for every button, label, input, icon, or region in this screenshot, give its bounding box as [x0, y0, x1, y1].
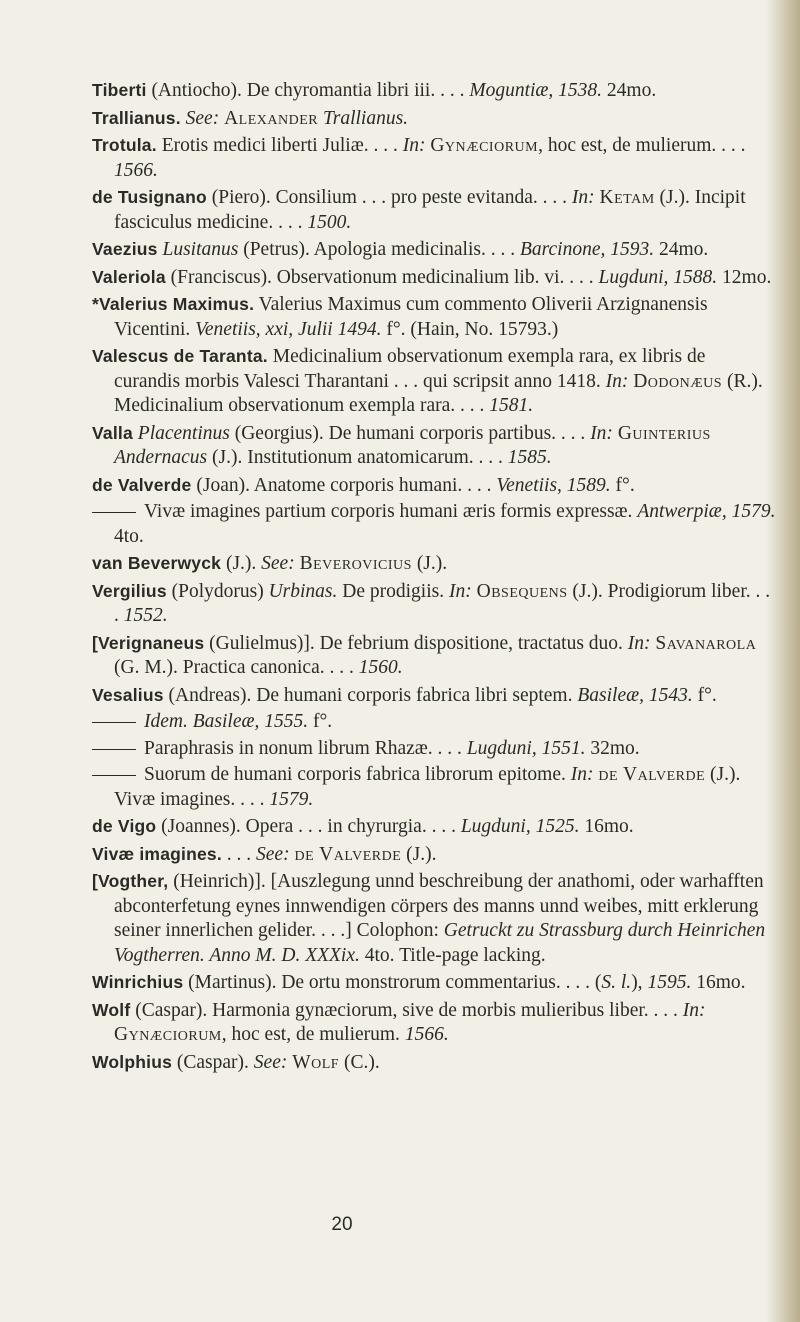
entry-heading: Valla: [92, 422, 133, 443]
entry-text: (J.).: [221, 553, 262, 574]
entry-heading: de Vigo: [92, 816, 157, 836]
catalogue-subentry: [92, 763, 776, 812]
entry-text: 4to.: [114, 525, 144, 547]
catalogue-entry: [92, 344, 776, 419]
entry-italic: In:: [605, 370, 629, 392]
entry-smallcaps: de Valverde: [294, 843, 402, 865]
entry-text: (J.). Vivæ imagines. . . .: [114, 764, 741, 810]
catalogue-entry: [92, 237, 776, 263]
entry-heading: Trallianus.: [92, 107, 181, 128]
catalogue-entry: [92, 292, 776, 342]
entry-italic: 1500.: [307, 211, 352, 233]
ditto-dash: [92, 512, 136, 513]
entry-heading: Vesalius: [92, 684, 164, 705]
entry-heading: Tiberti: [92, 80, 147, 100]
entry-heading: Trotula.: [92, 135, 157, 155]
entry-italic: Moguntiæ, 1538.: [469, 80, 603, 101]
entry-text: Vivæ imagines partium corporis humani æris formis expressæ.: [144, 501, 638, 522]
catalogue-entry: [92, 421, 776, 471]
entry-italic: Urbinas.: [268, 580, 338, 602]
catalogue-entry: [92, 78, 776, 104]
catalogue-entry: [92, 106, 776, 132]
entry-text: , hoc est, de mulierum.: [221, 1024, 405, 1045]
entry-text: (J.). Institutionum anatomicarum. . . .: [207, 447, 508, 468]
entry-text: (Martinus). De ortu monstrorum commentarius. . . . (: [183, 972, 602, 993]
entry-italic: Idem. Basileæ, 1555.: [144, 711, 309, 732]
entry-text: (R.). Medicinalium observationum exempla rara. . . .: [114, 370, 763, 416]
entry-italic: Lugduni, 1551.: [466, 737, 586, 759]
entry-text: , hoc est, de mulierum. . . .: [538, 135, 746, 156]
entry-text: ),: [631, 972, 648, 993]
entry-italic: In:: [402, 135, 426, 156]
entry-heading: de Valverde: [92, 474, 192, 495]
entry-smallcaps: de Valverde: [598, 764, 706, 785]
ditto-dash: [92, 749, 136, 750]
entry-italic: Getruckt zu Strassburg durch Heinrichen Vogtherren. Anno M. D. XXXix.: [114, 920, 766, 966]
entry-heading: Valeriola: [92, 266, 166, 287]
entry-italic: Placentinus: [137, 422, 230, 444]
entry-text: (J.).: [401, 843, 437, 865]
entry-italic: Antwerpiæ, 1579.: [637, 501, 776, 522]
catalogue-entry: [92, 869, 776, 968]
entry-italic: 1566.: [114, 159, 158, 181]
entry-italic: In:: [682, 999, 706, 1021]
entry-text: 16mo.: [579, 816, 634, 837]
entry-heading: Vergilius: [92, 580, 167, 601]
entry-text: (Georgius). De humani corporis partibus. . . .: [229, 422, 591, 444]
entry-italic: 1579.: [269, 788, 314, 810]
entry-italic: Lusitanus: [162, 239, 239, 260]
entry-text: (Joan). Anatome corporis humani. . . .: [191, 474, 497, 496]
ditto-dash: [92, 775, 136, 776]
entry-text: f°. (Hain, No. 15793.): [381, 318, 559, 340]
entry-italic: Venetiis, 1589.: [496, 474, 611, 496]
catalogue-subentry: [92, 500, 776, 549]
entry-italic: In:: [571, 187, 595, 208]
catalogue-entry: [92, 683, 776, 709]
entry-heading: *Valerius Maximus.: [92, 294, 255, 314]
entry-text: 12mo.: [717, 266, 772, 288]
entry-italic: Barcinone, 1593.: [519, 239, 655, 260]
catalogue-subentry: [92, 737, 776, 762]
page-number: 20: [331, 1214, 353, 1235]
catalogue-entry: [92, 265, 776, 291]
catalogue-entry: [92, 631, 776, 681]
catalogue-page: [92, 78, 776, 1077]
entry-italic: In:: [590, 422, 613, 444]
entry-heading: Wolf: [92, 999, 131, 1020]
entry-italic: Andernacus: [114, 447, 208, 468]
entry-text: f°.: [692, 684, 717, 706]
entry-italic: In:: [570, 764, 594, 785]
entry-text: Erotis medici liberti Juliæ. . . .: [156, 135, 403, 156]
entry-text: Paraphrasis in nonum librum Rhazæ. . . .: [144, 737, 467, 759]
entry-italic: 1595.: [647, 972, 692, 993]
catalogue-entry: [92, 551, 776, 577]
entry-text: (Piero). Consilium . . . pro peste evitanda. . . .: [206, 187, 572, 208]
entry-italic: See:: [256, 843, 290, 865]
catalogue-entry: [92, 1050, 776, 1076]
entry-italic: Lugduni, 1588.: [598, 266, 718, 288]
entry-italic: 1566.: [404, 1024, 449, 1045]
entry-smallcaps: Ketam: [599, 187, 655, 208]
entry-text: Suorum de humani corporis fabrica librorum epitome.: [144, 764, 571, 785]
entry-text: (Caspar).: [172, 1051, 254, 1073]
entry-text: f°.: [610, 474, 635, 496]
ditto-dash: [92, 722, 136, 723]
catalogue-entry: [92, 814, 776, 840]
entry-smallcaps: Gynæciorum: [114, 1024, 222, 1045]
entry-italic: See:: [185, 107, 220, 129]
catalogue-entry: [92, 579, 776, 629]
catalogue-entry: [92, 185, 776, 235]
entry-italic: 1581.: [489, 395, 534, 416]
entry-italic: Lugduni, 1525.: [460, 816, 580, 837]
entry-italic: In:: [627, 632, 651, 654]
entry-text: 4to. Title-page lacking.: [359, 944, 546, 966]
entry-text: (Joannes). Opera . . . in chyrurgia. . . .: [156, 816, 461, 837]
catalogue-entry: [92, 998, 776, 1048]
entry-smallcaps: Obsequens: [476, 580, 568, 602]
catalogue-entry: [92, 970, 776, 996]
entry-italic: Basileæ, 1543.: [577, 684, 693, 706]
entry-heading: Vaezius: [92, 239, 158, 259]
entry-smallcaps: Wolf: [292, 1051, 340, 1073]
entry-smallcaps: Guinterius: [617, 422, 711, 444]
catalogue-subentry: [92, 710, 776, 735]
entry-text: (G. M.). Practica canonica. . . .: [114, 657, 359, 678]
entry-text: (Caspar). Harmonia gynæciorum, sive de morbis mulieribus liber. . . .: [130, 999, 683, 1021]
entry-text: (Heinrich)]. [Auszlegung unnd beschreibung der anathomi, oder warhafften abconterfetung eynes innwendigen cörpers des manns unnd weibes, mitt erklerung seiner innerlichen gelider. . . .] Colophon:: [114, 871, 764, 941]
entry-text: . . .: [221, 843, 257, 865]
entry-heading: [Verignaneus: [92, 632, 205, 653]
entry-heading: Winrichius: [92, 972, 184, 992]
catalogue-entry: [92, 133, 776, 183]
entry-text: (C.).: [339, 1051, 380, 1073]
entry-text: Valerius Maximus cum commento Oliverii Arzignanensis Vicentini.: [114, 294, 708, 340]
entry-smallcaps: Gynæciorum: [430, 135, 539, 156]
entry-text: (J.). Prodigiorum liber. . . .: [114, 580, 771, 626]
entry-italic: Venetiis, xxi, Julii 1494.: [195, 318, 382, 340]
entry-heading: van Beverwyck: [92, 553, 222, 573]
entry-text: (Gulielmus)]. De febrium dispositione, tractatus duo.: [204, 632, 628, 654]
entry-text: De prodigiis.: [337, 580, 449, 602]
entry-text: f°.: [308, 711, 333, 732]
entry-text: 24mo.: [654, 239, 709, 260]
entry-italic: 1552.: [123, 605, 168, 626]
entry-text: (Antiocho). De chyromantia libri iii. . . .: [146, 80, 470, 101]
entry-italic: See:: [253, 1051, 288, 1073]
entry-text: (J.).: [411, 553, 448, 574]
entry-heading: Valescus de Taranta.: [92, 346, 268, 366]
entry-text: (Petrus). Apologia medicinalis. . . .: [238, 239, 520, 260]
entry-text: (Polydorus): [166, 580, 269, 602]
entry-heading: Wolphius: [92, 1051, 173, 1072]
entry-text: (J.). Incipit fasciculus medicine. . . .: [114, 187, 746, 233]
catalogue-entry: [92, 473, 776, 499]
entry-italic: 1585.: [507, 447, 552, 468]
entry-text: 16mo.: [691, 972, 746, 993]
entry-text: Medicinalium observationum exempla rara, ex libris de curandis morbis Valesci Tharantani . . . qui scripsit anno 1418.: [114, 346, 706, 392]
entry-smallcaps: Dodonæus: [633, 370, 723, 392]
entry-smallcaps: Alexander: [224, 107, 319, 129]
entry-italic: S. l.: [601, 972, 632, 993]
catalogue-entry: [92, 842, 776, 868]
entry-italic: Trallianus.: [322, 107, 409, 129]
entry-text: (Andreas). De humani corporis fabrica libri septem.: [163, 684, 578, 706]
entry-text: 24mo.: [602, 80, 657, 101]
entry-smallcaps: Savanarola: [655, 632, 757, 654]
entry-italic: In:: [448, 580, 472, 602]
entry-heading: Vivæ imagines.: [92, 843, 222, 864]
entry-smallcaps: Beverovicius: [299, 553, 412, 574]
entry-italic: See:: [261, 553, 295, 574]
entry-heading: [Vogther,: [92, 871, 169, 891]
entry-heading: de Tusignano: [92, 187, 207, 207]
entry-italic: 1560.: [358, 657, 403, 678]
entry-text: 32mo.: [585, 737, 640, 759]
entry-text: (Franciscus). Observationum medicinalium lib. vi. . . .: [165, 266, 599, 288]
